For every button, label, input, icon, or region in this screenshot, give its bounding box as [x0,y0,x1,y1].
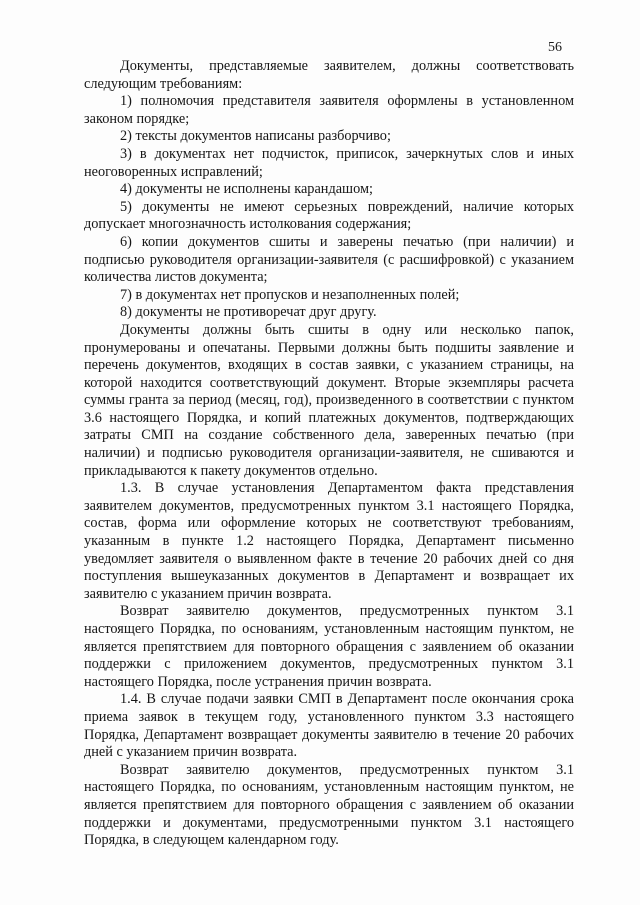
page-number: 56 [548,40,562,55]
document-body [84,58,574,850]
requirement-item-2: 2) тексты документов написаны разборчиво; [120,128,391,145]
requirement-item-8: 8) документы не противоречат друг другу. [120,304,377,321]
requirement-item-4: 4) документы не исполнены карандашом; [120,181,373,198]
requirement-item-3: 3) в документах нет подчисток, приписок, зачеркнутых слов и иных неоговоренных исправлений; [84,145,574,180]
paragraph-section-1-3: 1.3. В случае установления Департаментом факта представления заявителем документов, предусмотренных пунктом 3.1 настоящего Порядка, состав, форма или оформление которых не соответствуют требованиям, указанным в пункте 1.2 настоящего Порядка, Департамент письменно уведомляет заявителя о выявленном факте в течение 20 рабочих дней со дня поступления вышеуказанных документов в Департамент и возвращает их заявителю с указанием причин возврата. [84,480,574,602]
requirement-item-1: 1) полномочия представителя заявителя оформлены в установленном законом порядке; [84,93,574,127]
paragraph-binding-rules: Документы должны быть сшиты в одну или несколько папок, пронумерованы и опечатаны. Первыми должны быть подшиты заявление и перечень документов, входящих в состав заявки, с указанием страницы, на которой находится соответствующий документ. Вторые экземпляры расчета суммы гранта за период (месяц, год), произведенного в соответствии с пунктом 3.6 настоящего Порядка, и копий платежных документов, подтверждающих затраты СМП на создание собственного дела, заверенных печатью (при наличии) и подписью руководителя организации-заявителя, не сшиваются и прикладываются к пакету документов отдельно. [84,321,574,479]
paragraph-return-note-1: Возврат заявителю документов, предусмотренных пунктом 3.1 настоящего Порядка, по основаниям, установленным настоящим пунктом, не является препятствием для повторного обращения с заявлением об оказании поддержки с приложением документов, предусмотренных пунктом 3.1 настоящего Порядка, после устранения причин возврата. [84,603,574,690]
paragraph-return-note-2: Возврат заявителю документов, предусмотренных пунктом 3.1 настоящего Порядка, по основаниям, установленным настоящим пунктом, не является препятствием для повторного обращения с заявлением об оказании поддержки и документами, предусмотренными пунктом 3.1 настоящего Порядка, в следующем календарном году. [84,761,574,849]
requirement-item-7: 7) в документах нет пропусков и незаполненных полей; [120,286,460,303]
requirement-item-6: 6) копии документов сшиты и заверены печатью (при наличии) и подписью руководителя организации-заявителя (с расшифровкой) с указанием количества листов документа; [84,233,574,286]
paragraph-section-1-4: 1.4. В случае подачи заявки СМП в Департамент после окончания срока приема заявок в текущем году, установленного пунктом 3.3 настоящего Порядка, Департамент возвращает документы заявителю в течение 20 рабочих дней с указанием причин возврата. [84,691,574,761]
paragraph-intro: Документы, представляемые заявителем, должны соответствовать следующим требованиям: [84,58,574,92]
requirement-item-5: 5) документы не имеют серьезных повреждений, наличие которых допускает многозначность истолкования содержания; [84,198,574,233]
